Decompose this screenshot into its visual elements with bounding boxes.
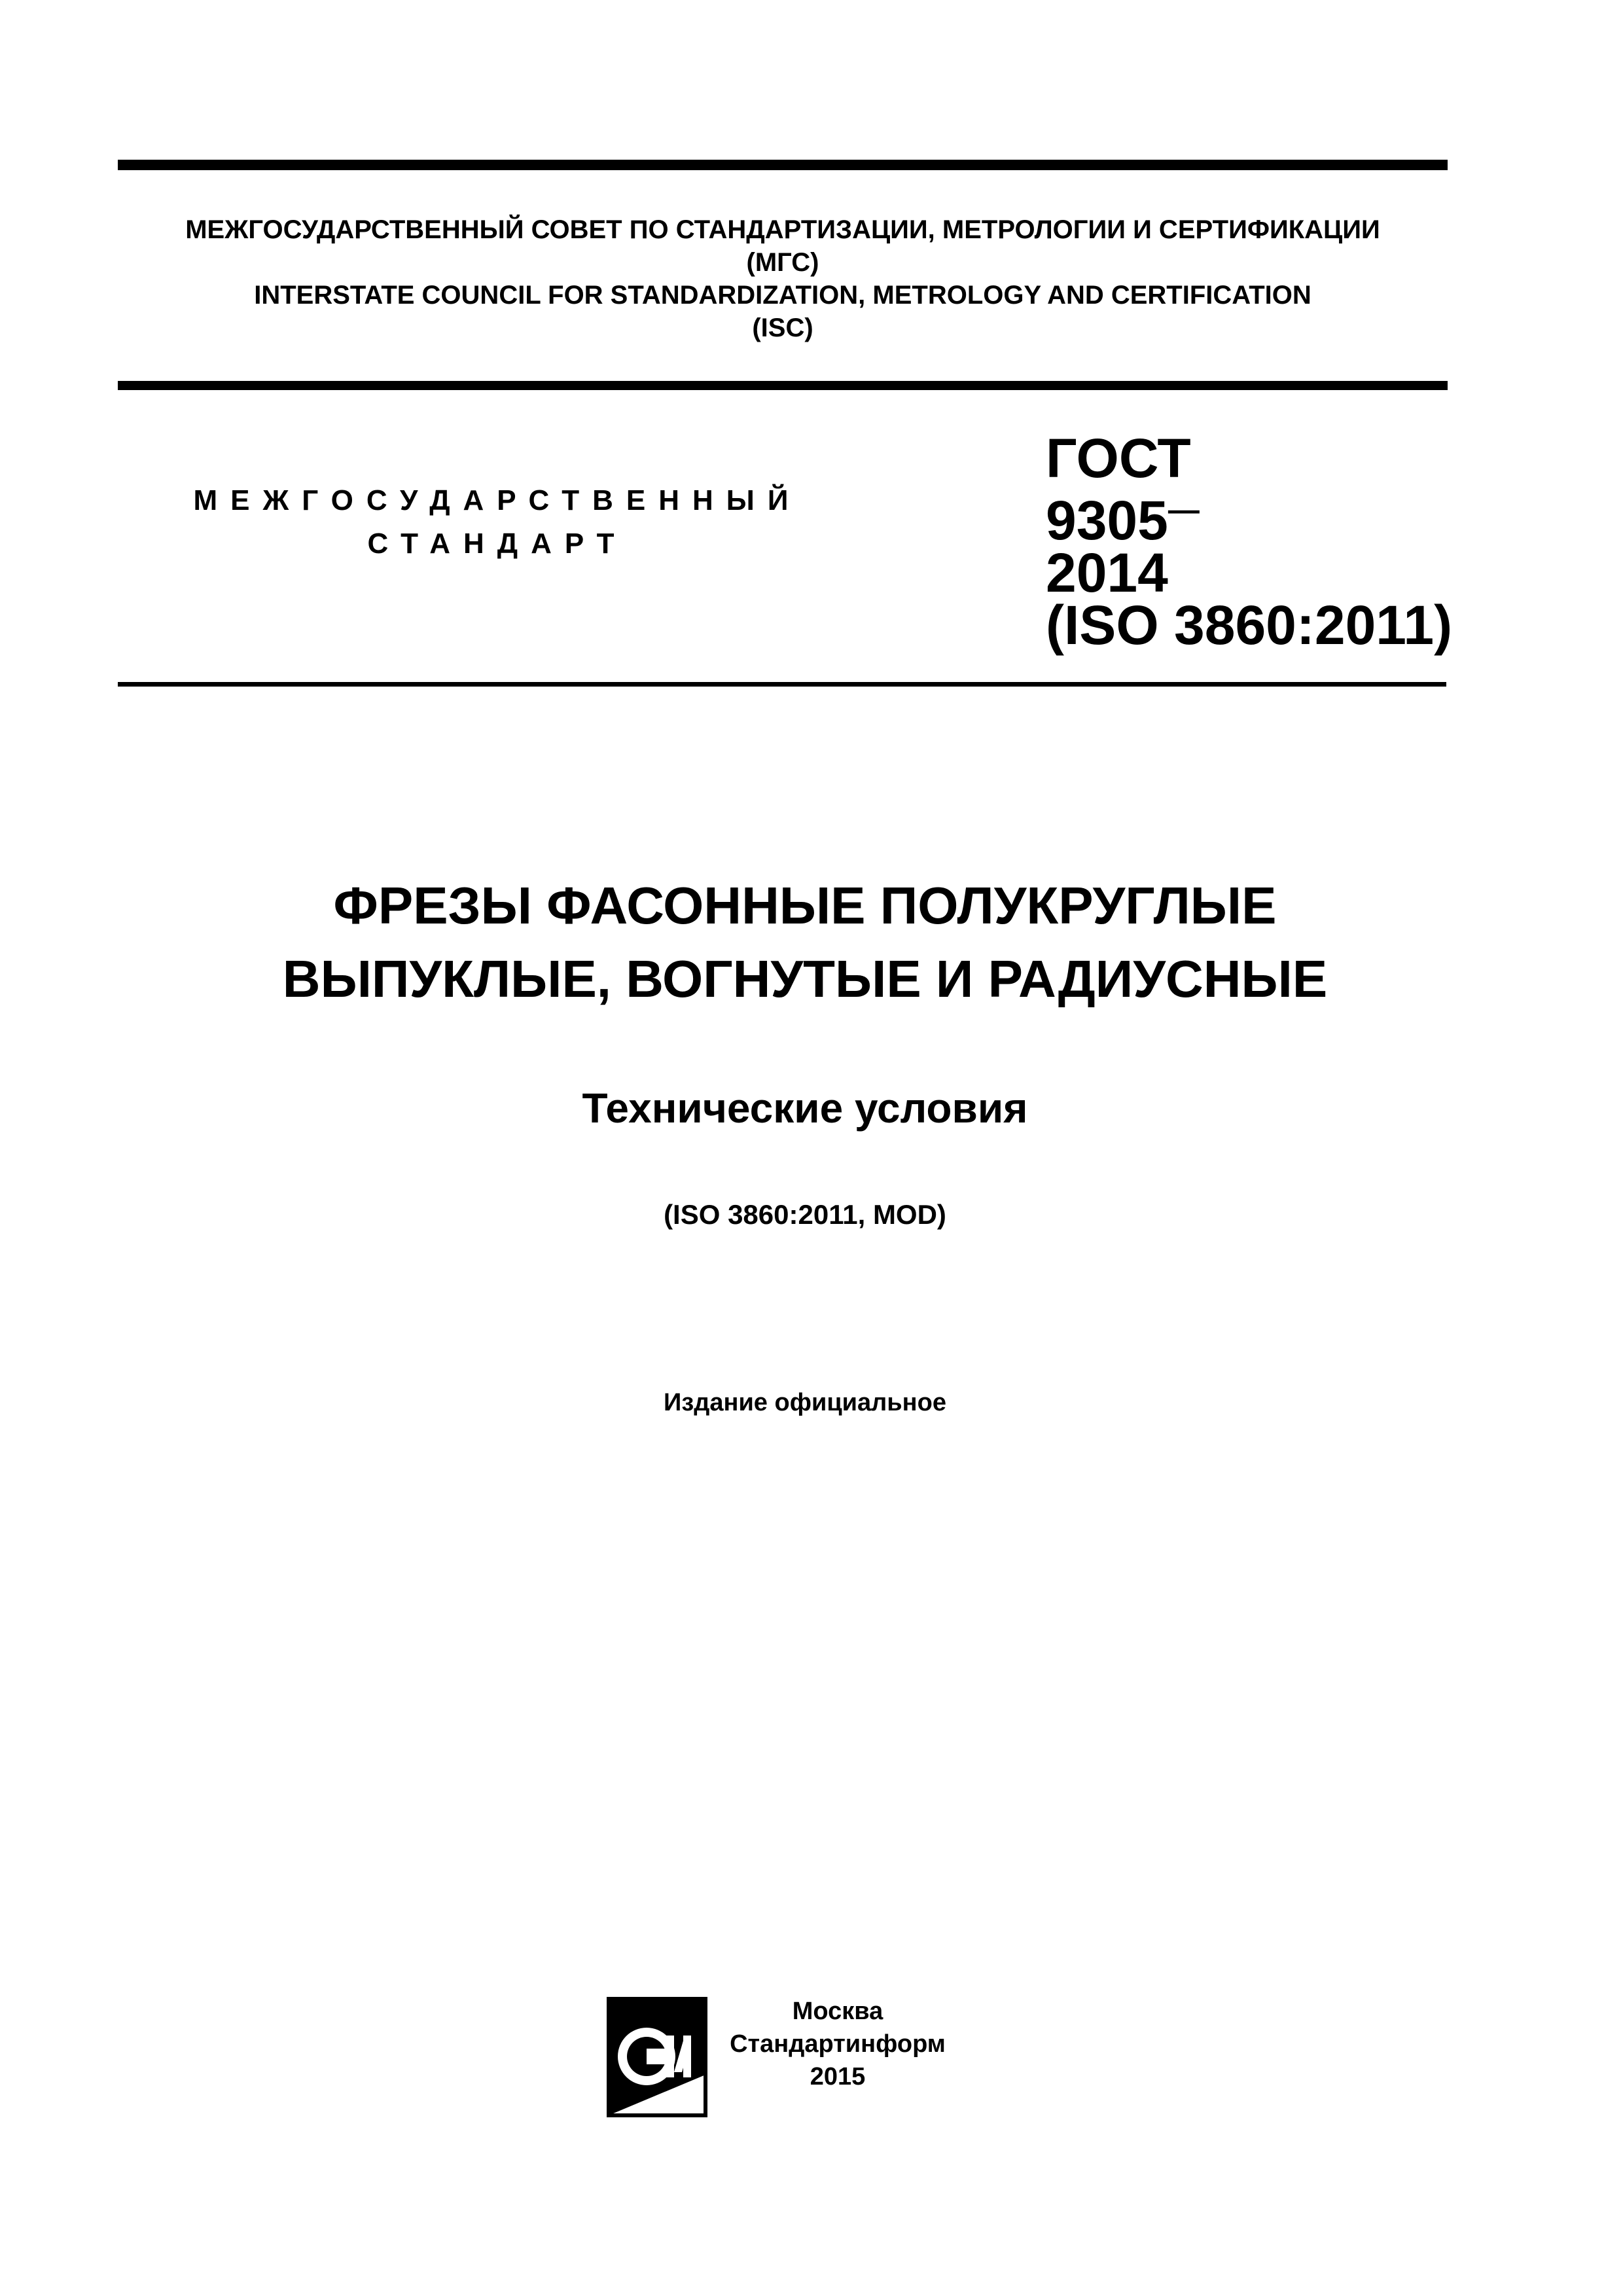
publisher-block <box>726 1995 949 2093</box>
modification-reference: (ISO 3860:2011, MOD) <box>664 1199 946 1230</box>
designation-rule <box>118 682 1446 687</box>
edition-note: Издание официальное <box>664 1389 946 1416</box>
council-block <box>118 213 1448 344</box>
standard-type <box>118 479 877 565</box>
council-abbr-ru: (МГС) <box>746 248 819 277</box>
gost-dash: — <box>1168 493 1200 528</box>
top-rule <box>118 160 1448 170</box>
gost-year: 2014 <box>1046 542 1168 603</box>
publisher-name: Стандартинформ <box>730 2030 946 2058</box>
standard-type-line1: МЕЖГОСУДАРСТВЕННЫЙ <box>193 484 802 516</box>
gost-label: ГОСТ <box>1046 427 1191 489</box>
title-line1: ФРЕЗЫ ФАСОННЫЕ ПОЛУКРУГЛЫЕ <box>333 876 1277 935</box>
document-subtitle: Технические условия <box>582 1085 1028 1132</box>
publisher-year: 2015 <box>810 2063 866 2090</box>
council-name-en: INTERSTATE COUNCIL FOR STANDARDIZATION, METROLOGY AND CERTIFICATION <box>254 281 1311 310</box>
gost-number: 9305 <box>1046 490 1168 551</box>
standartinform-logo-icon <box>606 1996 708 2118</box>
council-abbr-en: (ISC) <box>752 314 813 342</box>
header-rule <box>118 381 1448 390</box>
publisher-city: Москва <box>792 1998 883 2025</box>
council-name-ru: МЕЖГОСУДАРСТВЕННЫЙ СОВЕТ ПО СТАНДАРТИЗАЦИИ, МЕТРОЛОГИИ И СЕРТИФИКАЦИИ <box>185 215 1380 244</box>
document-title <box>118 869 1492 1016</box>
title-line2: ВЫПУКЛЫЕ, ВОГНУТЫЕ И РАДИУСНЫЕ <box>282 950 1328 1008</box>
gost-iso-reference: (ISO 3860:2011) <box>1046 594 1453 656</box>
standard-type-line2: СТАНДАРТ <box>367 528 628 560</box>
gost-designation <box>1046 427 1453 656</box>
